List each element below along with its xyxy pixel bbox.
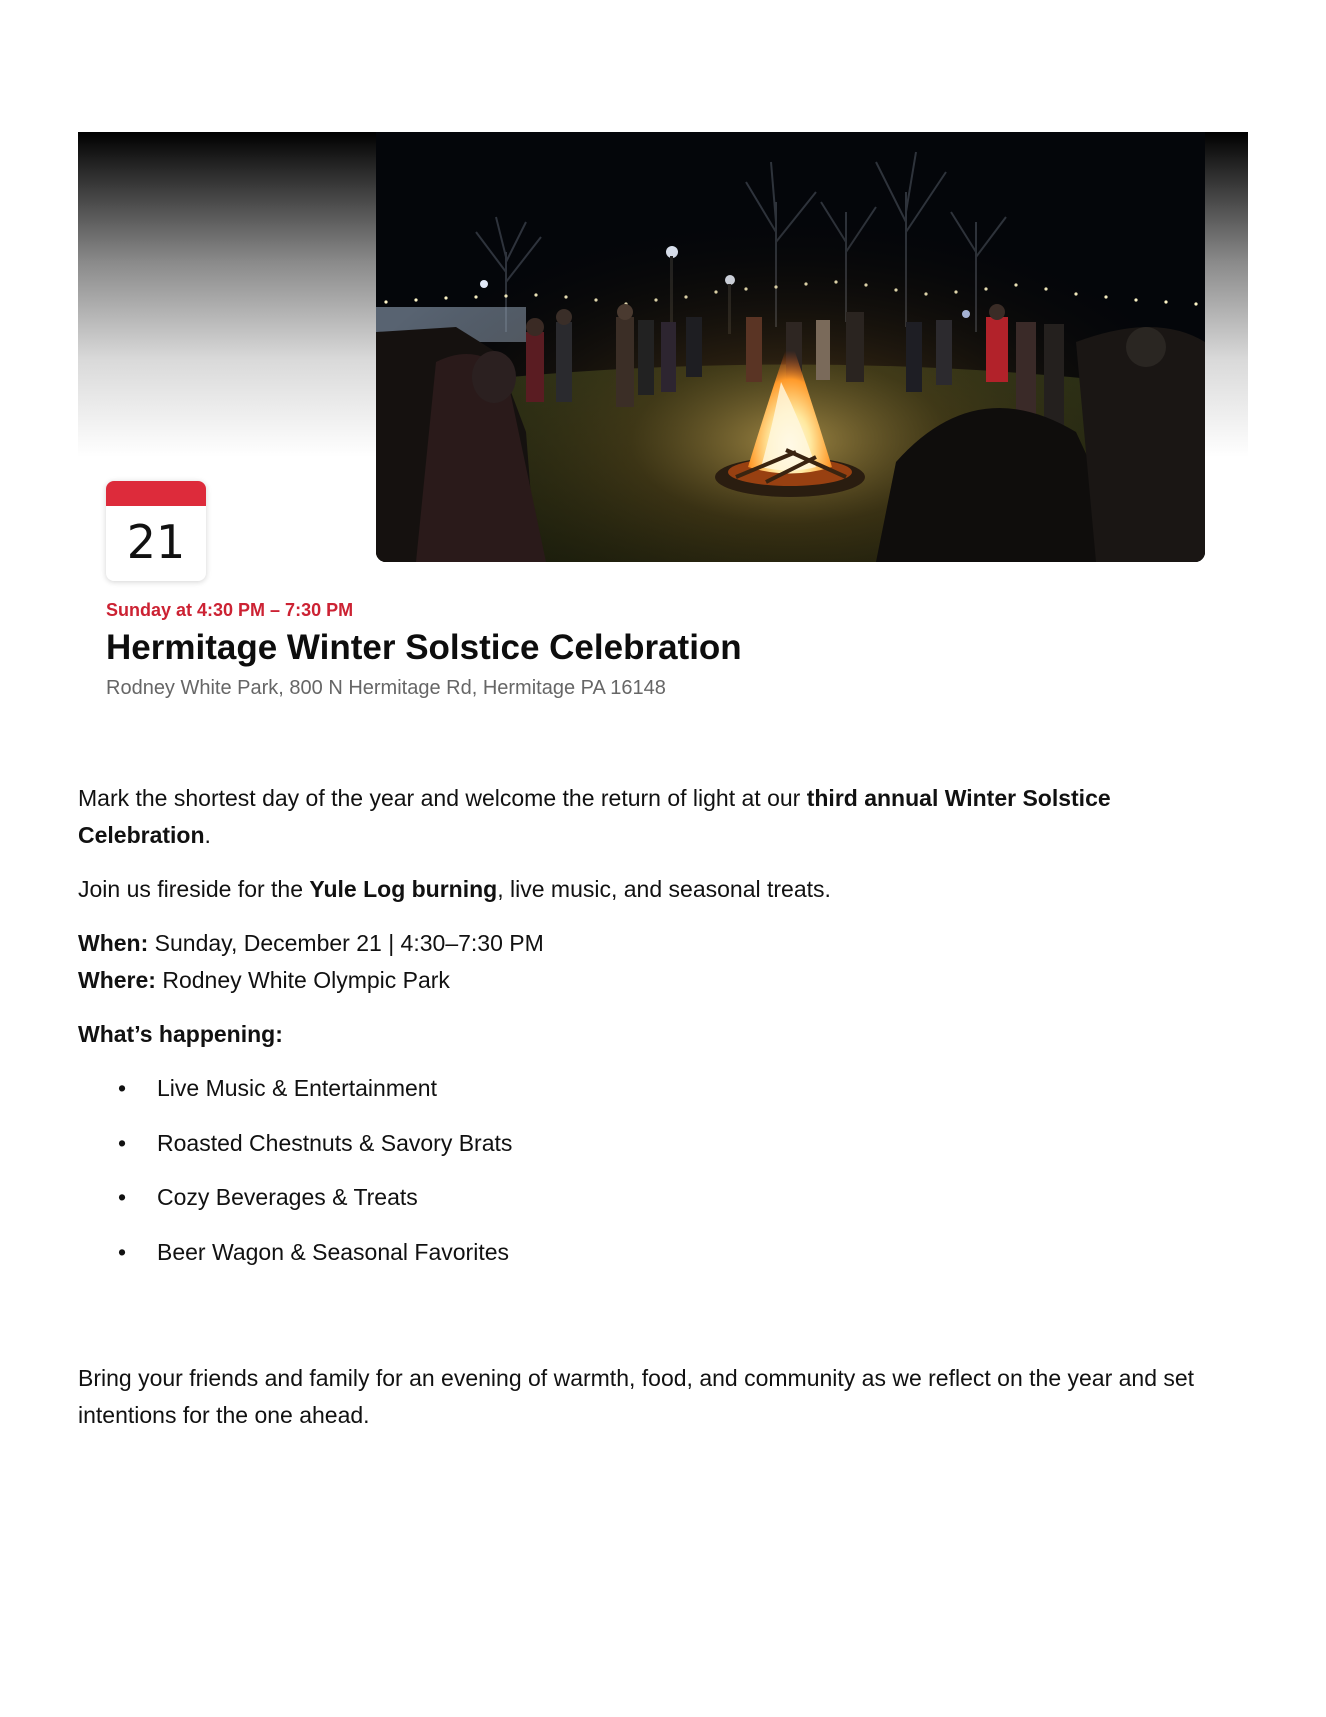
activity-text: Beer Wagon & Seasonal Favorites [157, 1238, 509, 1265]
where-label: Where: [78, 967, 156, 993]
bonfire-night-image [376, 132, 1205, 562]
list-item [78, 1179, 1238, 1216]
activities-list [78, 1070, 1238, 1271]
join-text-end: , live music, and seasonal treats. [497, 876, 831, 902]
intro-text: Mark the shortest day of the year and welcome the return of light at our [78, 785, 807, 811]
event-address: Rodney White Park, 800 N Hermitage Rd, Hermitage PA 16148 [106, 677, 666, 699]
list-item [78, 1234, 1238, 1271]
calendar-badge-header [106, 481, 206, 506]
intro-bold-text: third annual Winter Solstice Celebration [78, 785, 1111, 848]
list-item [78, 1125, 1238, 1162]
happening-heading [78, 1016, 1238, 1053]
happening-heading-text: What’s happening: [78, 1021, 283, 1047]
when-value: Sunday, December 21 | 4:30–7:30 PM [148, 930, 544, 956]
intro-text-end: . [204, 822, 211, 848]
join-bold-text: Yule Log burning [309, 876, 498, 902]
calendar-day-number: 21 [126, 515, 186, 569]
join-paragraph [78, 871, 1238, 908]
where-row [78, 967, 450, 993]
bullet-icon: • [118, 1129, 127, 1156]
closing-paragraph: Bring your friends and family for an evening of warmth, food, and community as we reflect on the year and set intentions for the one ahead. [78, 1364, 1195, 1428]
list-item [78, 1070, 1238, 1107]
bullet-icon: • [118, 1238, 127, 1265]
activity-text: Live Music & Entertainment [157, 1075, 437, 1101]
intro-paragraph [78, 780, 1238, 854]
event-photo-bonfire [376, 132, 1205, 562]
when-where-paragraph [78, 925, 1238, 999]
where-value: Rodney White Olympic Park [155, 967, 450, 993]
activity-text: Roasted Chestnuts & Savory Brats [157, 1129, 513, 1156]
when-label: When: [78, 930, 149, 956]
calendar-date-badge [106, 481, 206, 581]
bullet-icon: • [118, 1184, 127, 1210]
event-title: Hermitage Winter Solstice Celebration [106, 628, 742, 667]
event-description [78, 780, 1238, 1451]
bullet-icon: • [118, 1075, 127, 1101]
when-row [78, 930, 544, 956]
event-time: Sunday at 4:30 PM – 7:30 PM [106, 600, 354, 620]
join-text: Join us fireside for the [78, 876, 310, 902]
activity-text: Cozy Beverages & Treats [157, 1184, 418, 1210]
